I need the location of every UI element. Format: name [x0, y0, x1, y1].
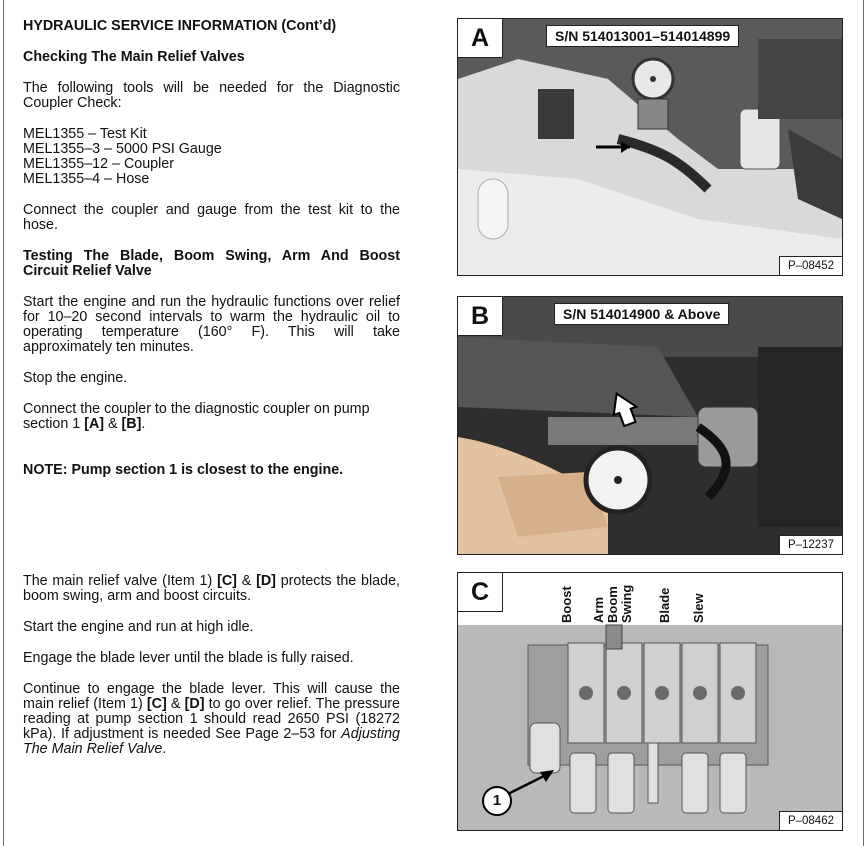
connect-coupler-text: Connect the coupler to the diagnostic coupler on pump section 1 [A] & [B].	[23, 401, 370, 432]
figure-c-part-number: P–08462	[779, 811, 842, 830]
figure-b-photo	[458, 297, 842, 554]
blade-lever-text: Engage the blade lever until the blade is fully raised.	[23, 650, 354, 666]
tool-item: MEL1355–12 – Coupler	[23, 156, 175, 172]
main-relief-text: The main relief valve (Item 1) [C] & [D] protects the blade, boom swing, arm and boost circuits.	[23, 573, 400, 604]
start-engine-text: Start the engine and run the hydraulic functions over relief for 10–20 second intervals to warm the hydraulic oil to operating temperature (160° F). This will take approximately ten minutes.	[23, 294, 400, 355]
label-boost: Boost	[559, 586, 574, 623]
figure-a-serial: S/N 514013001–514014899	[546, 25, 739, 47]
tool-item: MEL1355–3 – 5000 PSI Gauge	[23, 141, 222, 157]
note-text: NOTE: Pump section 1 is closest to the engine.	[23, 462, 344, 478]
section-heading-relief-valves: Checking The Main Relief Valves	[23, 49, 245, 65]
section-heading-testing: Testing The Blade, Boom Swing, Arm And Boost Circuit Relief Valve	[23, 248, 400, 279]
tools-intro: The following tools will be needed for the Diagnostic Coupler Check:	[23, 80, 400, 111]
tool-list	[23, 127, 400, 187]
label-arm: Arm	[591, 596, 606, 623]
figure-a-letter: A	[458, 19, 503, 58]
figure-c-letter: C	[458, 573, 503, 612]
figure-b-part-number: P–12237	[779, 535, 842, 554]
label-blade: Blade	[657, 587, 672, 623]
figure-a	[457, 18, 843, 276]
left-margin-line	[3, 0, 4, 846]
stop-engine-text: Stop the engine.	[23, 370, 128, 386]
figure-a-photo	[458, 19, 842, 275]
tool-item: MEL1355–4 – Hose	[23, 171, 150, 187]
connect-gauge-text: Connect the coupler and gauge from the test kit to the hose.	[23, 202, 400, 233]
high-idle-text: Start the engine and run at high idle.	[23, 619, 254, 635]
callout-item-1: 1	[482, 786, 512, 816]
figure-b-serial: S/N 514014900 & Above	[554, 303, 729, 325]
label-boom-swing: Boom Swing	[605, 584, 634, 623]
text-column	[23, 19, 400, 478]
go-over-relief-text: Continue to engage the blade lever. This will cause the main relief (Item 1) [C] & [D] to go over relief. The pressure reading at pump section 1 should read 2650 PSI (18272 kPa). If adjustment is needed See Page 2–53 for Adjusting The Main Relief Valve.	[23, 681, 401, 757]
page-title: HYDRAULIC SERVICE INFORMATION (Cont’d)	[23, 18, 337, 34]
figure-b	[457, 296, 843, 555]
figure-c	[457, 572, 843, 831]
tool-item: MEL1355 – Test Kit	[23, 126, 147, 142]
label-slew: Slew	[691, 593, 706, 623]
figure-a-part-number: P–08452	[779, 256, 842, 275]
text-column-lower	[23, 574, 400, 757]
right-margin-line	[863, 0, 864, 846]
figure-b-letter: B	[458, 297, 503, 336]
